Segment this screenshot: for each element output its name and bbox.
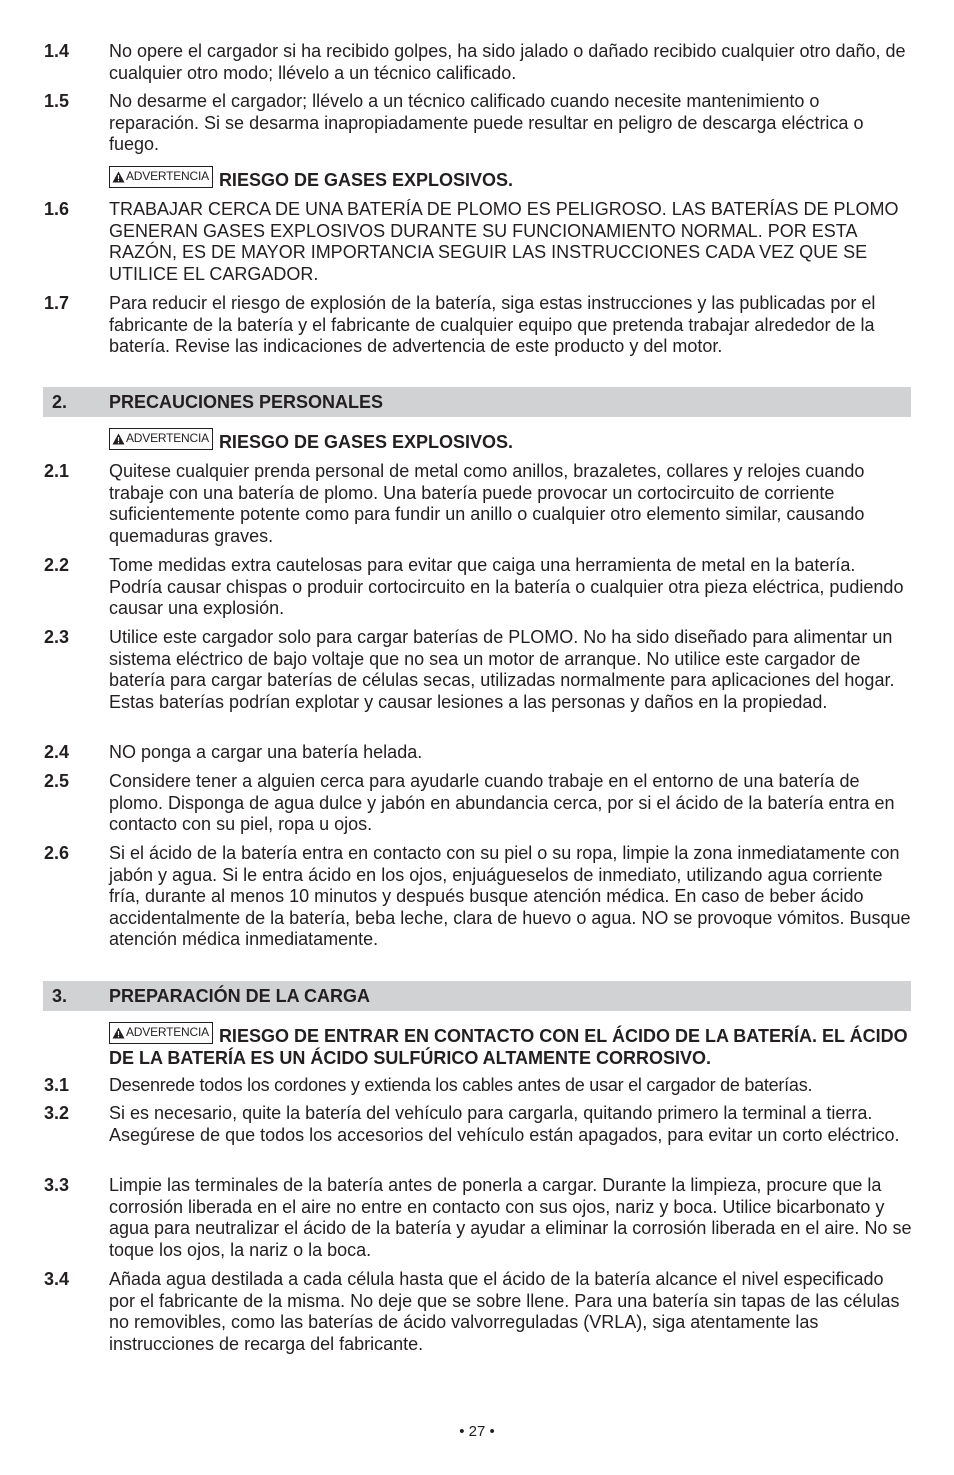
item-number: 1.7 — [44, 293, 70, 313]
warning-line — [109, 432, 909, 454]
item-text: Quitese cualquier prenda personal de metal como anillos, brazaletes, collares y relojes cuando trabaje con una batería de plomo. Una batería puede provocar un cortocircuito de corriente suficientemente potente como para fundir un anillo o cualquier otro elemento similar, causando quemaduras graves. — [109, 461, 865, 546]
item-number: 2.1 — [44, 461, 70, 481]
item-text: Tome medidas extra cautelosas para evitar que caiga una herramienta de metal en la batería. Podría causar chispas o produir cortocircuito en la batería o cualquier otra pieza eléctrica, pudiendo causar una explosión. — [109, 555, 904, 619]
warning-badge — [109, 428, 213, 450]
list-item — [44, 843, 912, 951]
list-item — [44, 41, 912, 84]
list-item — [44, 627, 912, 713]
section-number: 3. — [52, 985, 68, 1006]
warning-text: RIESGO DE ENTRAR EN CONTACTO CON EL ÁCIDO DE LA BATERÍA. EL ÁCIDO DE LA BATERÍA ES UN ÁCIDO SULFÚRICO ALTAMENTE CORROSIVO. — [109, 1026, 908, 1068]
item-number: 3.2 — [44, 1103, 70, 1123]
section-title: PRECAUCIONES PERSONALES — [109, 391, 384, 412]
section-title: PREPARACIÓN DE LA CARGA — [109, 985, 371, 1006]
section-header — [43, 387, 911, 417]
item-text: TRABAJAR CERCA DE UNA BATERÍA DE PLOMO ES PELIGROSO. LAS BATERÍAS DE PLOMO GENERAN GASES EXPLOSIVOS DURANTE SU FUNCIONAMIENTO NORMAL. POR ESTA RAZÓN, ES DE MAYOR IMPORTANCIA SEGUIR LAS INSTRUCCIONES CADA VEZ QUE SE UTILICE EL CARGADOR. — [109, 199, 899, 284]
section-number: 2. — [52, 391, 68, 412]
list-item — [44, 293, 912, 358]
warning-triangle-icon — [112, 433, 125, 445]
warning-triangle-icon — [112, 171, 125, 183]
item-text: Desenrede todos los cordones y extienda los cables antes de usar el cargador de baterías. — [109, 1075, 813, 1095]
list-item — [44, 199, 912, 285]
item-number: 1.6 — [44, 199, 70, 219]
item-number: 3.4 — [44, 1269, 70, 1289]
page-number: • 27 • — [459, 1423, 495, 1440]
item-text: NO ponga a cargar una batería helada. — [109, 742, 423, 762]
section-header — [43, 981, 911, 1011]
item-text: Limpie las terminales de la batería antes de ponerla a cargar. Durante la limpieza, procure que la corrosión liberada en el aire no entre en contacto con sus ojos, nariz y boca. Utilice bicarbonato y agua para neutralizar el ácido de la batería y ayudar a eliminar la corrosión liberada en el aire. No se toque los ojos, la nariz o la boca. — [109, 1175, 912, 1260]
item-text: Para reducir el riesgo de explosión de la batería, siga estas instrucciones y las publicadas por el fabricante de la batería y el fabricante de cualquier equipo que pretenda trabajar alrededor de la batería. Revise las indicaciones de advertencia de este producto y del motor. — [109, 293, 876, 357]
item-number: 1.4 — [44, 41, 70, 61]
warning-badge — [109, 166, 213, 188]
warning-badge-label: ADVERTENCIA — [126, 431, 209, 446]
item-number: 2.3 — [44, 627, 70, 647]
warning-text: RIESGO DE GASES EXPLOSIVOS. — [218, 170, 514, 190]
list-item — [44, 91, 912, 156]
item-number: 3.3 — [44, 1175, 70, 1195]
warning-line — [109, 170, 909, 192]
list-item — [44, 1175, 912, 1261]
item-number: 2.5 — [44, 771, 70, 791]
item-text: No desarme el cargador; llévelo a un técnico calificado cuando necesite mantenimiento o reparación. Si se desarma inapropiadamente puede resultar en peligro de descarga eléctrica o fuego. — [109, 91, 864, 155]
item-number: 3.1 — [44, 1075, 70, 1095]
list-item — [44, 1103, 912, 1146]
item-text: Utilice este cargador solo para cargar baterías de PLOMO. No ha sido diseñado para alimentar un sistema eléctrico de bajo voltaje que no sea un motor de arranque. No utilice este cargador de batería para cargar baterías de células secas, utilizadas normalmente para aplicaciones del hogar. Estas baterías podrían explotar y causar lesiones a las personas y daños en la propiedad. — [109, 627, 895, 712]
item-number: 1.5 — [44, 91, 70, 111]
list-item — [44, 771, 912, 836]
list-item — [44, 742, 912, 764]
warning-text: RIESGO DE GASES EXPLOSIVOS. — [218, 432, 514, 452]
list-item — [44, 1075, 912, 1097]
warning-badge-label: ADVERTENCIA — [126, 169, 209, 184]
item-number: 2.6 — [44, 843, 70, 863]
item-text: Añada agua destilada a cada célula hasta que el ácido de la batería alcance el nivel especificado por el fabricante de la misma. No deje que se sobre llene. Para una batería sin tapas de las células no removibles, como las baterías de ácido valvorreguladas (VRLA), siga atentamente las instrucciones de recarga del fabricante. — [109, 1269, 900, 1354]
item-text: Si el ácido de la batería entra en contacto con su piel o su ropa, limpie la zona inmediatamente con jabón y agua. Si le entra ácido en los ojos, enjuágueselos de inmediato, utilizando agua corriente fría, durante al menos 10 minutos y después busque atención médica. En caso de beber ácido accidentalmente de la batería, beba leche, clara de huevo o agua. NO se provoque vómitos. Busque atención médica inmediatamente. — [109, 843, 911, 950]
item-text: Si es necesario, quite la batería del vehículo para cargarla, quitando primero la terminal a tierra. Asegúrese de que todos los accesorios del vehículo están apagados, para evitar un corto eléctrico. — [109, 1103, 900, 1145]
list-item — [44, 1269, 912, 1355]
warning-line — [109, 1026, 909, 1070]
warning-badge — [109, 1022, 213, 1044]
item-number: 2.2 — [44, 555, 70, 575]
item-number: 2.4 — [44, 742, 70, 762]
warning-badge-label: ADVERTENCIA — [126, 1025, 209, 1040]
item-text: No opere el cargador si ha recibido golpes, ha sido jalado o dañado recibido cualquier otro daño, de cualquier otro modo; llévelo a un técnico calificado. — [109, 41, 906, 83]
list-item — [44, 461, 912, 547]
item-text: Considere tener a alguien cerca para ayudarle cuando trabaje en el entorno de una batería de plomo. Disponga de agua dulce y jabón en abundancia cerca, por si el ácido de la batería entra en contacto con su piel, ropa u ojos. — [109, 771, 895, 835]
warning-triangle-icon — [112, 1027, 125, 1039]
list-item — [44, 555, 912, 620]
